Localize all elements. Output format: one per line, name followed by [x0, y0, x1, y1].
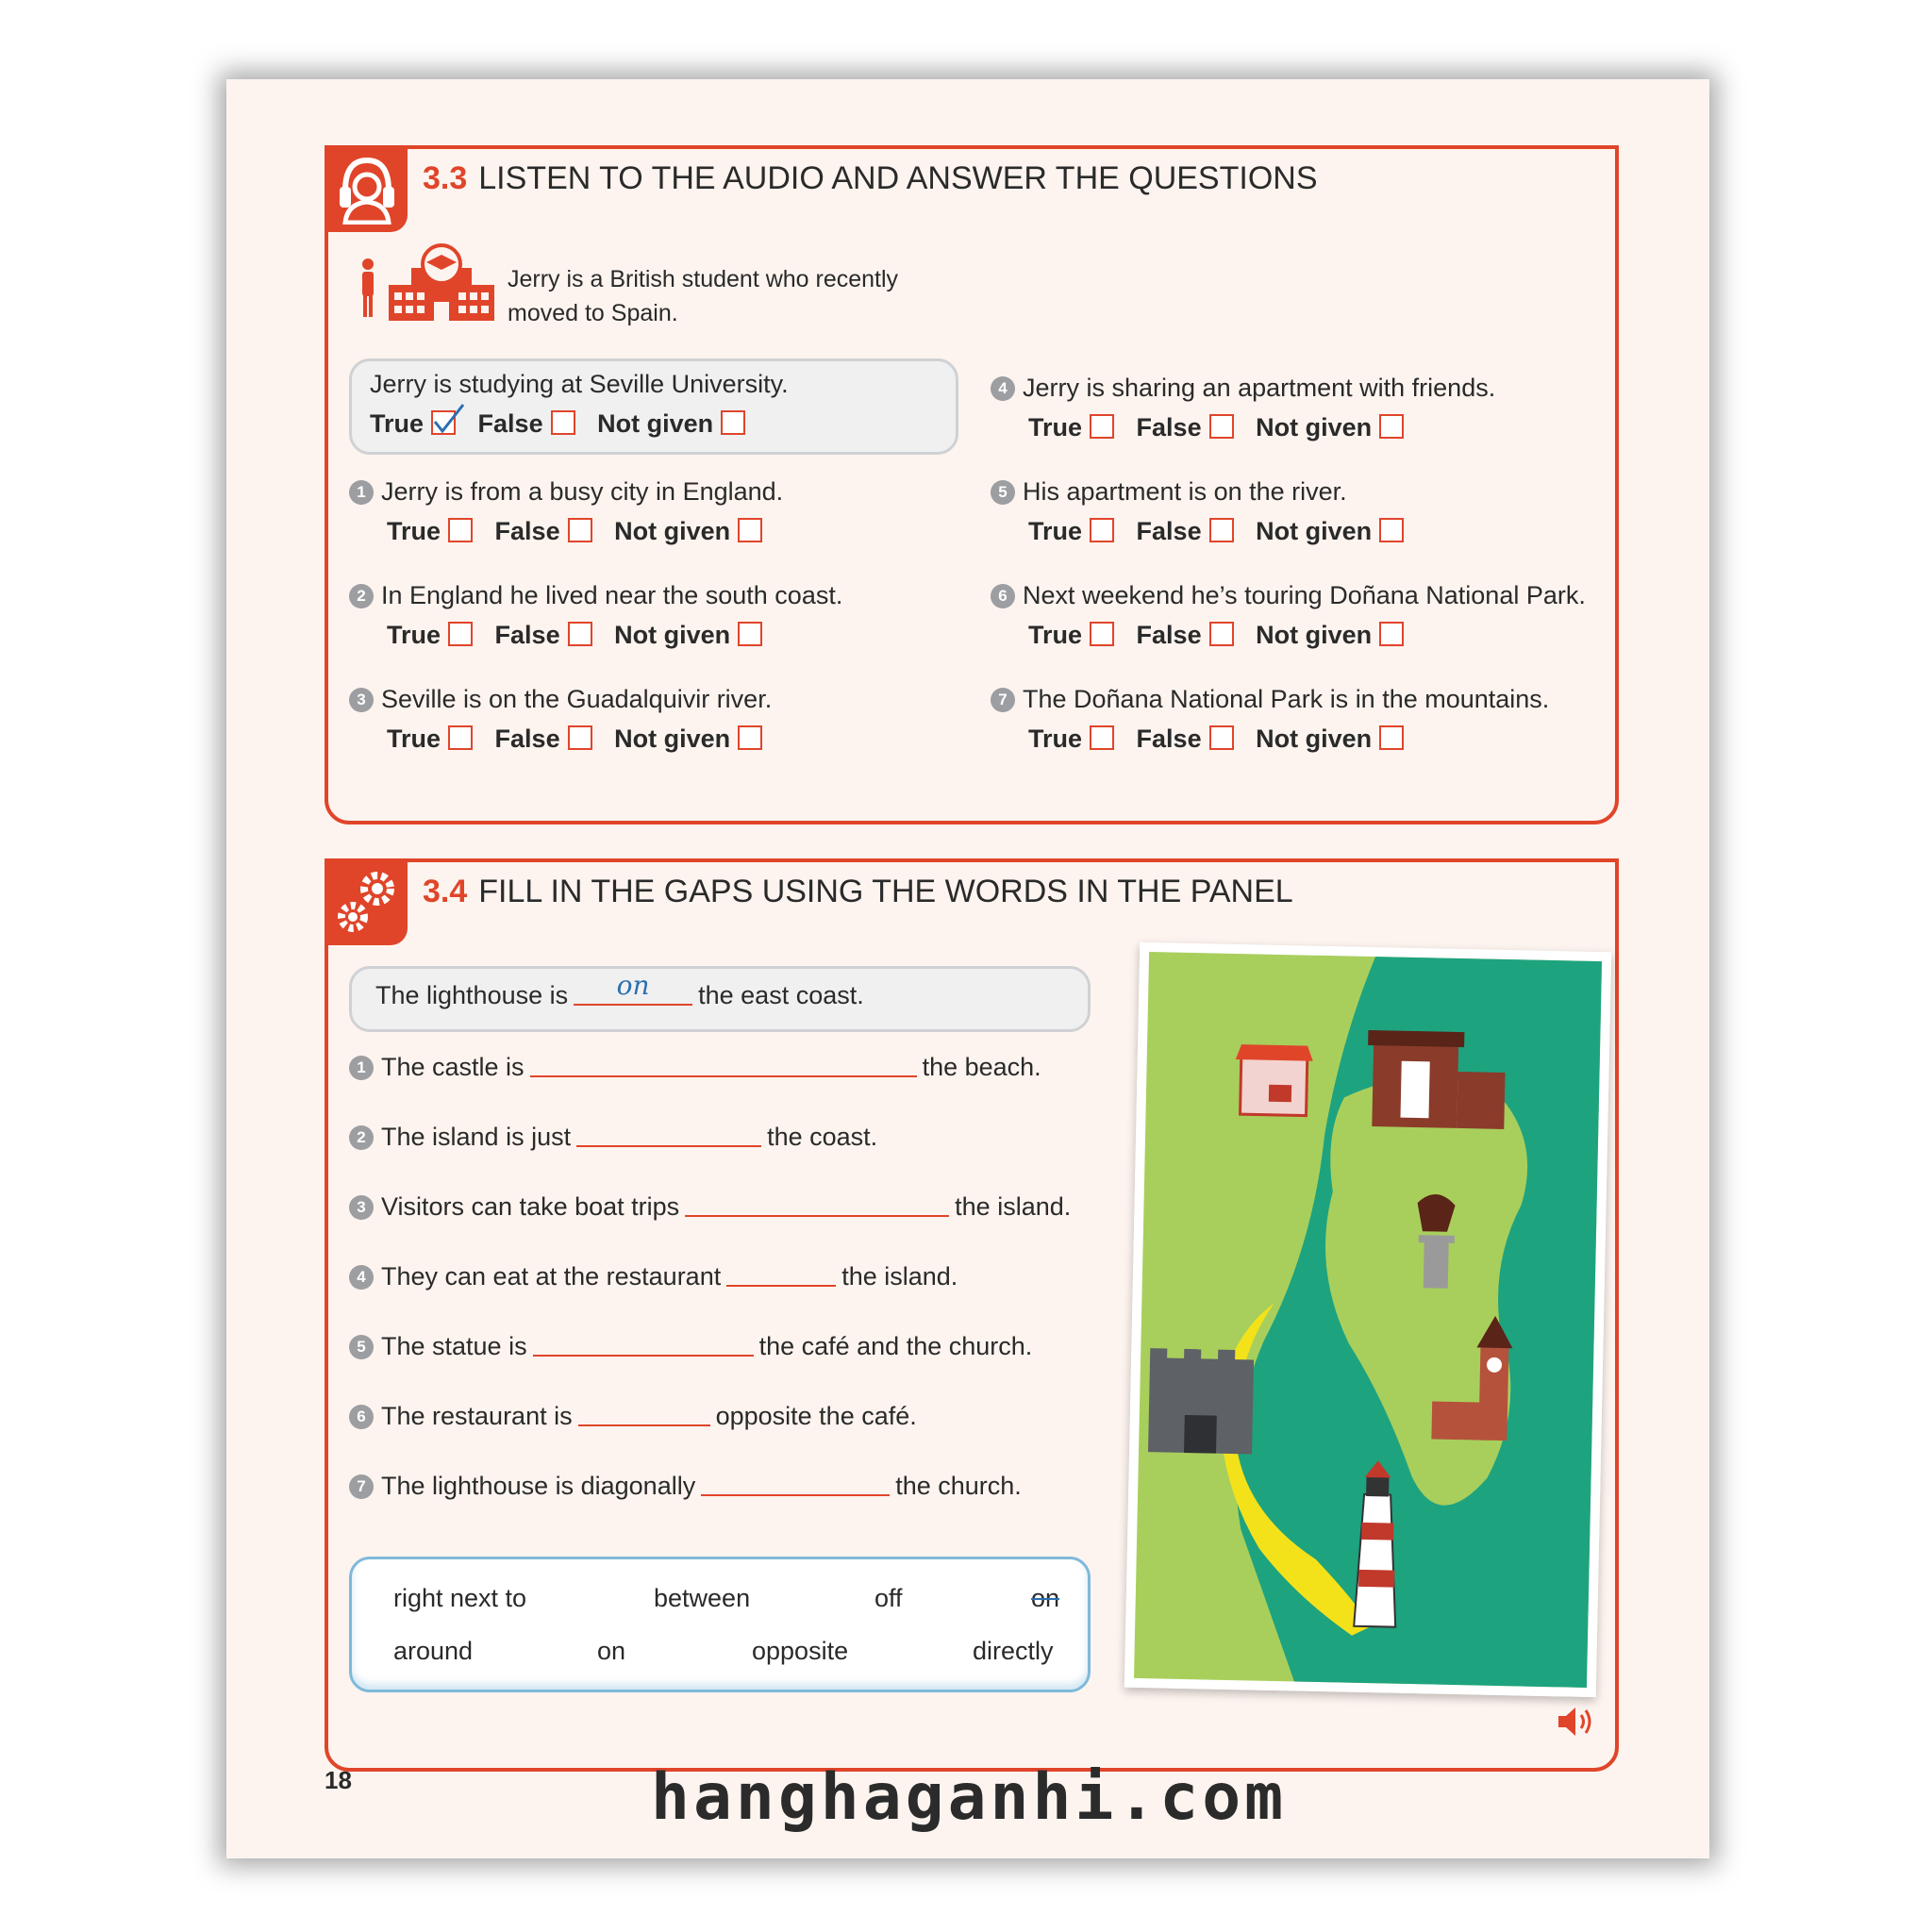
gap-item-5 — [349, 1330, 1032, 1361]
page-number: 18 — [325, 1766, 352, 1794]
checkbox-not-given[interactable] — [1379, 518, 1404, 542]
exercise-number: 3.4 — [423, 874, 468, 909]
checkbox-true[interactable] — [1090, 518, 1114, 542]
answer-gap[interactable] — [530, 1051, 917, 1077]
gap-item-1 — [349, 1051, 1041, 1082]
sentence-start: The lighthouse is — [375, 981, 569, 1009]
number-badge: 1 — [349, 480, 374, 505]
answer-gap[interactable] — [685, 1191, 949, 1217]
number-badge: 3 — [349, 688, 374, 712]
number-badge: 4 — [349, 1265, 374, 1290]
option-false-label: False — [494, 724, 560, 753]
option-not-given-label: Not given — [1256, 724, 1373, 753]
gears-icon — [334, 866, 402, 940]
word-panel — [349, 1557, 1091, 1692]
checkbox-false[interactable] — [1209, 414, 1234, 439]
checkbox-false[interactable] — [551, 410, 575, 435]
cafe-icon — [1235, 1044, 1314, 1116]
checkbox-true[interactable] — [448, 725, 473, 750]
option-false-label: False — [1136, 413, 1202, 441]
example-question-text: Jerry is studying at Seville University. — [370, 370, 789, 398]
option-not-given-label: Not given — [597, 409, 714, 438]
coast-map-illustration — [1124, 942, 1611, 1697]
question-text: Next weekend he’s touring Doñana National Park. — [1023, 581, 1586, 609]
option-false-label: False — [494, 517, 560, 545]
option-not-given-label: Not given — [614, 517, 731, 545]
checkbox-false[interactable] — [568, 622, 592, 646]
checkbox-not-given[interactable] — [1379, 725, 1404, 750]
word-option-used: on — [1031, 1584, 1060, 1612]
option-not-given-label: Not given — [1256, 517, 1373, 545]
option-false-label: False — [1136, 517, 1202, 545]
answer-gap[interactable] — [533, 1330, 754, 1357]
exercise-3-3-title — [423, 160, 1318, 197]
listening-tab — [325, 145, 408, 232]
number-badge: 1 — [349, 1056, 374, 1080]
exercise-3-4-title — [423, 874, 1293, 910]
gap-item-2 — [349, 1121, 877, 1152]
checkbox-false[interactable] — [568, 725, 592, 750]
number-badge: 5 — [991, 480, 1015, 505]
question-7 — [991, 685, 1549, 754]
answer-gap[interactable] — [701, 1470, 890, 1496]
option-false — [478, 409, 575, 439]
answer-gap — [574, 970, 692, 1006]
number-badge: 6 — [349, 1405, 374, 1429]
checkbox-not-given[interactable] — [721, 410, 745, 435]
option-true-label: True — [370, 409, 425, 438]
checkbox-true[interactable] — [1090, 414, 1114, 439]
gap-item-3 — [349, 1191, 1071, 1222]
checkbox-true[interactable] — [1090, 725, 1114, 750]
question-5 — [991, 477, 1419, 546]
student-university-icon — [357, 243, 498, 338]
intro-block — [357, 243, 899, 342]
sentence-end: the island. — [841, 1262, 958, 1291]
grammar-tab — [325, 858, 408, 945]
example-sentence — [375, 970, 864, 1010]
answer-options — [991, 517, 1419, 546]
word-option: between — [654, 1584, 751, 1612]
question-6 — [991, 581, 1586, 650]
option-true — [370, 409, 456, 439]
question-text: Jerry is from a busy city in England. — [381, 477, 784, 506]
sentence-end: the church. — [895, 1472, 1022, 1500]
checkbox-false[interactable] — [568, 518, 592, 542]
checkmark-icon — [431, 401, 467, 437]
sentence-start: The castle is — [381, 1053, 525, 1081]
number-badge: 7 — [349, 1474, 374, 1499]
headphones-icon — [334, 153, 400, 225]
answer-options — [349, 621, 842, 650]
question-text: In England he lived near the south coast. — [381, 581, 843, 609]
option-true-label: True — [387, 621, 441, 649]
option-not-given-label: Not given — [1256, 413, 1373, 441]
exercise-instruction: FILL IN THE GAPS USING THE WORDS IN THE PANEL — [478, 874, 1293, 909]
sentence-start: They can eat at the restaurant — [381, 1262, 722, 1291]
question-3 — [349, 685, 777, 754]
question-2 — [349, 581, 842, 650]
option-false-label: False — [477, 409, 543, 438]
speaker-icon[interactable] — [1557, 1706, 1594, 1738]
checkbox-false[interactable] — [1209, 725, 1234, 750]
answer-gap[interactable] — [578, 1400, 710, 1426]
word-option: off — [874, 1584, 903, 1612]
option-true-label: True — [387, 517, 441, 545]
number-badge: 2 — [349, 584, 374, 608]
handwritten-answer: on — [616, 970, 650, 1001]
sentence-start: Visitors can take boat trips — [381, 1192, 680, 1221]
option-not-given-label: Not given — [1256, 621, 1373, 649]
checkbox-true[interactable] — [448, 518, 473, 542]
sentence-end: the coast. — [767, 1123, 878, 1151]
checkbox-false[interactable] — [1209, 518, 1234, 542]
number-badge: 2 — [349, 1125, 374, 1150]
exercise-number: 3.3 — [423, 160, 468, 196]
checkbox-not-given[interactable] — [1379, 414, 1404, 439]
intro-text: Jerry is a British student who recently moved to Spain. — [508, 266, 899, 326]
map-graphic — [1124, 942, 1611, 1697]
number-badge: 7 — [991, 688, 1015, 712]
question-text: Jerry is sharing an apartment with friends. — [1023, 374, 1496, 402]
question-text: Seville is on the Guadalquivir river. — [381, 685, 773, 713]
gap-item-6 — [349, 1400, 917, 1431]
option-true-label: True — [1028, 724, 1083, 753]
answer-options — [349, 517, 783, 546]
answer-options — [991, 413, 1495, 442]
castle-icon — [1148, 1348, 1254, 1454]
example-options — [370, 409, 789, 439]
watermark-bottom: hanghaganhi.com — [651, 1760, 1288, 1835]
checkbox-false[interactable] — [1209, 622, 1234, 646]
word-option: directly — [973, 1637, 1054, 1665]
word-option: on — [597, 1637, 626, 1665]
exercise-instruction: LISTEN TO THE AUDIO AND ANSWER THE QUESTIONS — [478, 160, 1318, 196]
sentence-end: the island. — [955, 1192, 1072, 1221]
option-true-label: True — [1028, 413, 1083, 441]
option-not-given — [597, 409, 745, 439]
exercise-3-3-panel — [325, 145, 1619, 824]
gap-item-4 — [349, 1260, 958, 1291]
number-badge: 4 — [991, 376, 1015, 401]
checkbox-true[interactable] — [1090, 622, 1114, 646]
question-1 — [349, 477, 783, 546]
checkbox-true-checked[interactable] — [431, 410, 456, 435]
option-false-label: False — [494, 621, 560, 649]
answer-gap[interactable] — [726, 1260, 836, 1287]
sentence-start: The island is just — [381, 1123, 572, 1151]
option-false-label: False — [1136, 621, 1202, 649]
question-text: His apartment is on the river. — [1023, 477, 1347, 506]
checkbox-not-given[interactable] — [738, 518, 762, 542]
question-text: The Doñana National Park is in the mountains. — [1023, 685, 1550, 713]
sentence-start: The statue is — [381, 1332, 527, 1360]
word-option: right next to — [393, 1584, 527, 1612]
checkbox-true[interactable] — [448, 622, 473, 646]
number-badge: 6 — [991, 584, 1015, 608]
answer-options — [991, 724, 1549, 754]
example-question — [370, 370, 789, 439]
answer-options — [349, 724, 777, 754]
sentence-start: The restaurant is — [381, 1402, 573, 1430]
option-true-label: True — [387, 724, 441, 753]
sentence-end: opposite the café. — [715, 1402, 917, 1430]
checkbox-not-given[interactable] — [738, 725, 762, 750]
answer-options — [991, 621, 1586, 650]
option-true-label: True — [1028, 621, 1083, 649]
word-option: around — [393, 1637, 474, 1665]
sentence-end: the east coast. — [698, 981, 864, 1009]
gap-item-7 — [349, 1470, 1022, 1501]
checkbox-not-given[interactable] — [1379, 622, 1404, 646]
option-not-given-label: Not given — [614, 724, 731, 753]
option-true-label: True — [1028, 517, 1083, 545]
option-not-given-label: Not given — [614, 621, 731, 649]
question-4 — [991, 374, 1495, 442]
number-badge: 5 — [349, 1335, 374, 1359]
answer-gap[interactable] — [576, 1121, 761, 1147]
sentence-start: The lighthouse is diagonally — [381, 1472, 696, 1500]
word-option: opposite — [752, 1637, 849, 1665]
sentence-end: the café and the church. — [758, 1332, 1033, 1360]
checkbox-not-given[interactable] — [738, 622, 762, 646]
number-badge: 3 — [349, 1195, 374, 1220]
sentence-end: the beach. — [922, 1053, 1041, 1081]
option-false-label: False — [1136, 724, 1202, 753]
